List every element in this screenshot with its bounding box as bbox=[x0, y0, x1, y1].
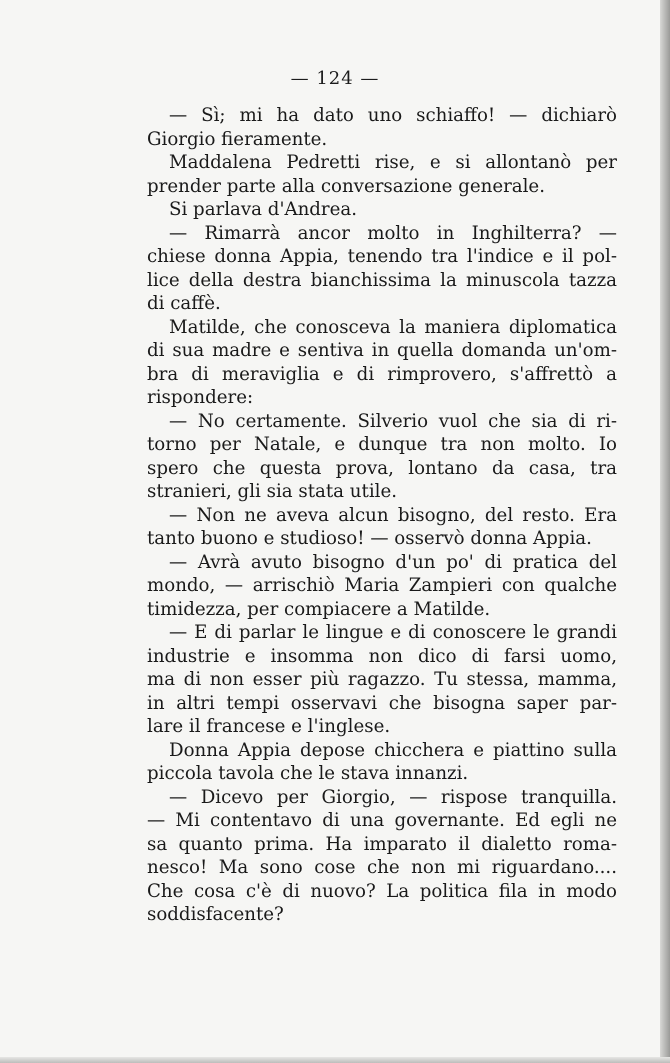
text-line: — Non ne aveva alcun bisogno, del resto. Era bbox=[169, 504, 617, 526]
text-line: chiese donna Appia, tenendo tra l'indice e il pol- bbox=[147, 246, 617, 267]
text-line: Maddalena Pedretti rise, e si allontanò per bbox=[169, 152, 617, 173]
text-line: Che cosa c'è di nuovo? La politica fila in modo bbox=[147, 880, 617, 902]
text-line: lice della destra bianchissima la minuscola tazza bbox=[147, 269, 617, 291]
text-line: prender parte alla conversazione generale. bbox=[147, 175, 545, 197]
text-line: Si parlava d'Andrea. bbox=[169, 199, 358, 220]
text-line: — Mi contentavo di una governante. Ed egli ne bbox=[147, 810, 617, 831]
page-bottom-edge bbox=[0, 1057, 670, 1063]
text-line: — Dicevo per Giorgio, — rispose tranquilla. bbox=[169, 786, 617, 808]
page-edge-shadow bbox=[660, 0, 670, 1063]
text-line: — Avrà avuto bisogno d'un po' di pratica del bbox=[169, 551, 617, 573]
text-line: ma di non esser più ragazzo. Tu stessa, mamma, bbox=[147, 669, 617, 690]
text-line: soddisfacente? bbox=[147, 904, 284, 925]
text-line: in altri tempi osservavi che bisogna saper par- bbox=[147, 692, 617, 714]
text-line: nesco! Ma sono cose che non mi riguardano.... bbox=[147, 857, 617, 878]
text-line: Matilde, che conosceva la maniera diplomatica bbox=[169, 316, 617, 338]
text-line: di caffè. bbox=[147, 293, 221, 314]
body-text bbox=[147, 104, 617, 927]
text-line: stranieri, gli sia stata utile. bbox=[147, 481, 397, 502]
text-line: Giorgio fieramente. bbox=[147, 128, 328, 150]
text-line: sa quanto prima. Ha imparato il dialetto roma- bbox=[147, 833, 617, 855]
text-line: di sua madre e sentiva in quella domanda un'om- bbox=[147, 340, 617, 361]
text-line: rispondere: bbox=[147, 387, 254, 408]
text-line: lare il francese e l'inglese. bbox=[147, 716, 391, 737]
text-line: spero che questa prova, lontano da casa, tra bbox=[147, 457, 617, 479]
text-line: Donna Appia depose chicchera e piattino sulla bbox=[169, 739, 617, 761]
text-line: bra di meraviglia e di rimprovero, s'affrettò a bbox=[147, 363, 617, 385]
text-line: — Rimarrà ancor molto in Inghilterra? — bbox=[169, 222, 617, 244]
text-line: piccola tavola che le stava innanzi. bbox=[147, 763, 469, 784]
text-line: industrie e insomma non dico di farsi uomo, bbox=[147, 645, 617, 667]
text-line: — E di parlar le lingue e di conoscere le grandi bbox=[169, 622, 617, 643]
text-line: — No certamente. Silverio vuol che sia di ri- bbox=[169, 410, 617, 432]
text-line: — Sì; mi ha dato uno schiaffo! — dichiarò bbox=[169, 105, 617, 126]
text-line: timidezza, per compiacere a Matilde. bbox=[147, 598, 491, 620]
text-line: tanto buono e studioso! — osservò donna Appia. bbox=[147, 528, 592, 549]
text-line: torno per Natale, e dunque tra non molto. Io bbox=[147, 434, 617, 455]
page-number: — 124 — bbox=[290, 68, 380, 89]
text-line: mondo, — arrischiò Maria Zampieri con qualche bbox=[147, 575, 617, 596]
